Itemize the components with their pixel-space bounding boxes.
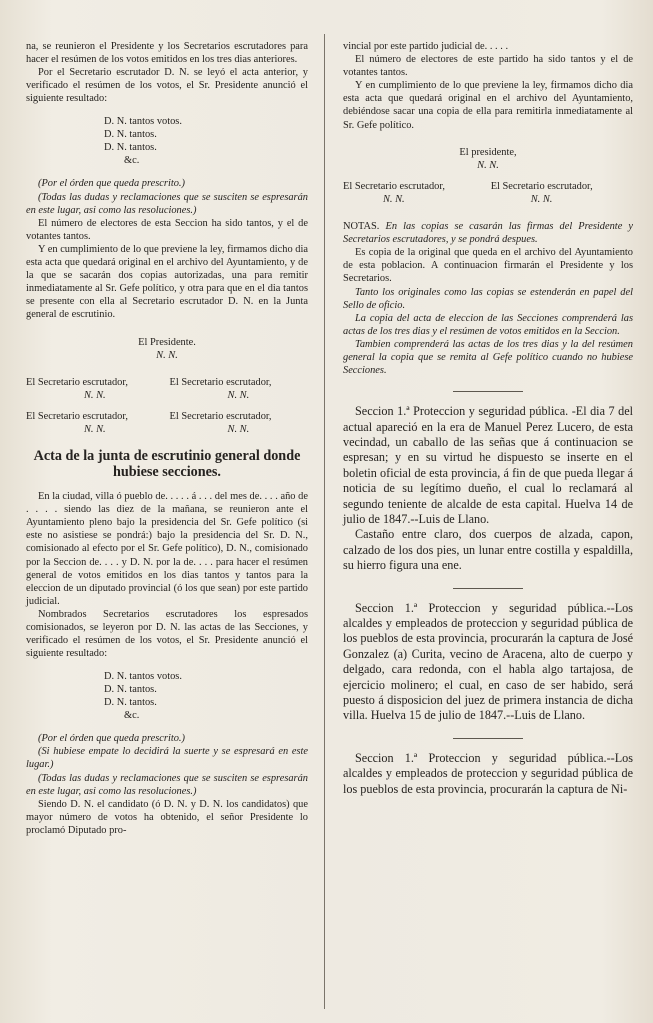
results-list-2: [104, 670, 308, 722]
result-line: D. N. tantos.: [104, 684, 157, 696]
secretary-signatures-2: [26, 410, 308, 436]
president-nn: N. N.: [156, 349, 178, 361]
note-2: Es copia de la original que queda en el archivo del Ayuntamiento de esta poblacion. A continuacion firmarán el Presidente y los Secretarios.: [343, 247, 633, 285]
right-column: [343, 40, 633, 797]
electors-paragraph: El número de electores de esta Seccion ha sido tantos, y el de votantes tantos.: [26, 217, 308, 242]
compliance-paragraph: Y en cumplimiento de lo que previene la ley, firmamos dicho dia esta acta que quedará original en el archivo del Ayuntamiento, debiéndose sacar una copia de ella para remitirla inmediatamente al Sr. Gefe político.: [343, 80, 633, 131]
continuation-paragraph: vincial por este partido judicial de. . . . .: [343, 41, 509, 52]
results-list-1: [104, 115, 308, 167]
note-doubts: (Todas las dudas y reclamaciones que se susciten se espresarán en este lugar, asi como las resoluciones.): [26, 191, 308, 216]
note-5: Tambien comprenderá las actas de los tres dias y la del resúmen general la copia que se remita al Gefe político cuando no hubiese Secciones.: [343, 338, 633, 377]
result-etc: &c.: [124, 155, 140, 167]
electors-paragraph: El número de electores de este partido ha sido tantos y el de votantes tantos.: [343, 54, 633, 79]
secretary-signature: El Secretario escrutador, N. N.: [26, 376, 128, 401]
section-separator: [453, 738, 523, 739]
note-1: En las copias se casarán las firmas del Presidente y Secretarios escrutadores, y se pondrá despues.: [343, 221, 633, 246]
notice-horse-description: Castaño entre claro, dos cuerpos de alzada, capon, calzado de los dos pies, un lunar entre costilla y espaldilla, su hierro figura una ene.: [343, 527, 633, 573]
note-tie: (Si hubiese empate lo decidirá la suerte y se espresará en este lugar.): [26, 746, 308, 771]
notes-block: [343, 220, 633, 246]
notice-capture-curita: Seccion 1.ª Proteccion y seguridad pública.--Los alcaldes y empleados de proteccion y seguridad pública de los pueblos de esta provincia, procurarán la captura de José Gonzalez (a) Curita, vecino de Aracena, alto de cuerpo y delgado, cara redonda, con el habla algo tartajosa, de ejercicio molinero; el cual, en caso de ser habido, será puesto á disposicion del juez de primera instancia de dicha villa. Huelva 15 de julio de 1847.--Luis de Llano.: [343, 600, 633, 723]
compliance-paragraph: Y en cumplimiento de lo que previene la ley, firmamos dicho dia esta acta que quedará original en el archivo del Ayuntamiento, y de la que se sacarán dos copias autorizadas, una para remitir inmediatamente al Sr. Gefe político, y otra para que en el dia tantos se presente con ella al Secretario escrutador D. N. en la Junta general de escrutinio.: [26, 243, 308, 321]
president-label: El presidente,: [459, 146, 517, 158]
acta-paragraph-2: Nombrados Secretarios escrutadores los espresados comisionados, se leyeron por D. N. las actas de las Secciones, y verificado el resúmen de los votos, el Sr. Presidente anunció el siguiente resultado:: [26, 608, 308, 660]
final-paragraph: Siendo D. N. el candidato (ó D. N. y D. N. los candidatos) que mayor número de votos ha obtenido, el señor Presidente lo proclamó Diputado pro-: [26, 798, 308, 836]
secretary-signature: El Secretario escrutador, N. N.: [169, 410, 272, 435]
section-separator: [453, 391, 523, 392]
secretary-signatures: [343, 180, 633, 206]
section-separator: [453, 588, 523, 589]
result-line: D. N. tantos votos.: [104, 116, 182, 128]
notes-heading: NOTAS.: [343, 221, 380, 233]
note-order: (Por el órden que queda prescrito.): [38, 178, 185, 190]
result-line: D. N. tantos votos.: [104, 671, 182, 683]
secretary-signature: El Secretario escrutador, N. N.: [26, 410, 128, 435]
secretary-signatures-1: [26, 376, 308, 402]
president-label: El Presidente.: [138, 336, 196, 348]
left-column: [26, 40, 308, 837]
intro-paragraph-2: Por el Secretario escrutador D. N. se leyó el acta anterior, y verificado el resúmen de los votos, el Sr. Presidente anunció el siguiente resultado:: [26, 67, 308, 105]
secretary-signature: El Secretario escrutador, N. N.: [343, 180, 445, 205]
note-doubts-2: (Todas las dudas y reclamaciones que se susciten se espresarán en este lugar, asi como las resoluciones.): [26, 772, 308, 797]
secretary-signature: El Secretario escrutador, N. N.: [490, 180, 593, 205]
note-3: Tanto los originales como las copias se estenderán en papel del Sello de oficio.: [343, 286, 633, 311]
acta-paragraph: En la ciudad, villa ó pueblo de. . . . . á . . . del mes de. . . . año de . . . . siendo las diez de la mañana, se reunieron ante el Ayuntamiento pleno bajo la presidencia del Sr. Gefe político (si este no asistiese se pondrá:) bajo la presidencia del Sr. D. N., comisionado al efecto por el Sr. Gefe político), D. N., comisionado por la Seccion de. . . . y D. N. por la de. . . . para hacer el resúmen general de votos emitidos en los dias tantos y tantos para la eleccion de un diputado provincial (ó los que sean) por este partido judicial.: [26, 491, 308, 607]
president-signature: [343, 146, 633, 172]
note-order-2: (Por el órden que queda prescrito.): [38, 733, 185, 745]
notice-horse: Seccion 1.ª Proteccion y seguridad pública. -El dia 7 del actual apareció en la era de Manuel Perez Lucero, de esta vecindad, un caballo de las señas que á continuacion se espresan; y en su virtud he dispuesto se inserte en el boletin oficial de esta provincia, á fin de que pueda llegar á noticia de su legítimo dueño, el cual lo reclamará al segundo teniente de alcalde de esta capital. Huelva 14 de julio de 1847.--Luis de Llano.: [343, 404, 633, 526]
president-nn: N. N.: [477, 159, 499, 171]
secretary-signature: El Secretario escrutador, N. N.: [169, 376, 272, 401]
acta-title: Acta de la junta de escrutinio general donde hubiese secciones.: [33, 448, 301, 481]
result-line: D. N. tantos.: [104, 142, 157, 154]
notice-capture-cont: Seccion 1.ª Proteccion y seguridad pública.--Los alcaldes y empleados de proteccion y seguridad pública de los pueblos de esta provincia, procurarán la captura de Ni-: [343, 750, 633, 796]
president-signature: [26, 336, 308, 362]
result-line: D. N. tantos.: [104, 129, 157, 141]
result-etc: &c.: [124, 710, 140, 722]
column-divider: [324, 34, 325, 1009]
intro-paragraph: na, se reunieron el Presidente y los Secretarios escrutadores para hacer el resúmen de los votos emitidos en los tres dias anteriores.: [26, 41, 308, 66]
note-4: La copia del acta de eleccion de las Secciones comprenderá las actas de los tres dias y el resúmen de votos emitidos en la Seccion.: [343, 312, 633, 337]
result-line: D. N. tantos.: [104, 697, 157, 709]
